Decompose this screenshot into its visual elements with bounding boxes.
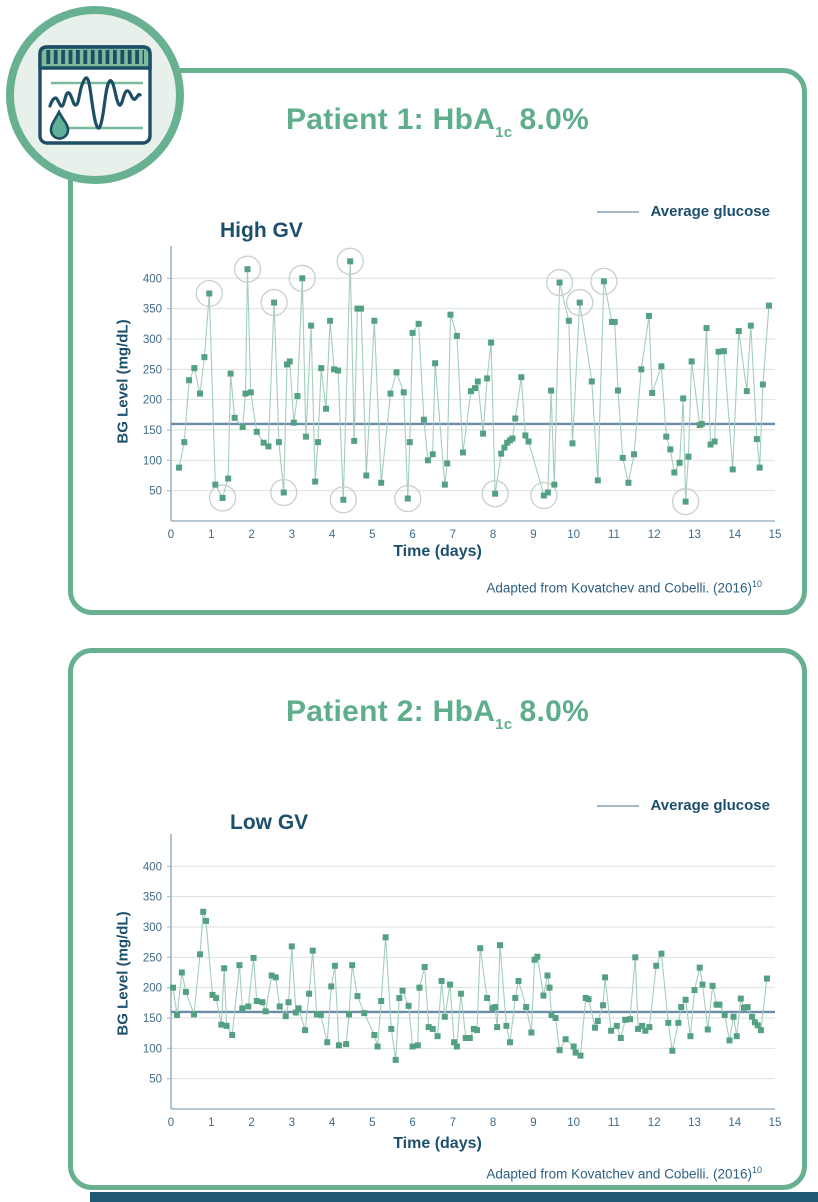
attribution-text: Adapted from Kovatchev and Cobelli. (2016) bbox=[486, 580, 752, 596]
svg-text:7: 7 bbox=[449, 1117, 457, 1129]
attribution-text: Adapted from Kovatchev and Cobelli. (2016) bbox=[486, 1166, 752, 1182]
legend-label: Average glucose bbox=[650, 797, 770, 814]
svg-text:14: 14 bbox=[728, 529, 742, 541]
svg-text:2: 2 bbox=[248, 529, 255, 541]
svg-text:300: 300 bbox=[142, 921, 162, 934]
svg-text:6: 6 bbox=[409, 529, 416, 541]
svg-text:400: 400 bbox=[142, 273, 162, 286]
average-glucose-line-swatch bbox=[597, 211, 639, 213]
svg-text:13: 13 bbox=[688, 1117, 701, 1129]
x-axis-label: Time (days) bbox=[393, 543, 482, 560]
monitor-header-stripes bbox=[46, 50, 144, 64]
svg-text:14: 14 bbox=[728, 1117, 742, 1129]
svg-text:13: 13 bbox=[688, 529, 701, 541]
patient1-title-value: 8.0% bbox=[519, 103, 590, 136]
svg-text:10: 10 bbox=[567, 1117, 581, 1129]
svg-text:8: 8 bbox=[489, 1117, 497, 1129]
attribution-reference-number: 10 bbox=[751, 1165, 762, 1175]
svg-text:5: 5 bbox=[369, 1117, 376, 1129]
average-glucose-line-swatch bbox=[597, 805, 639, 807]
svg-text:4: 4 bbox=[328, 529, 336, 541]
low-gv-chart-title: Low GV bbox=[230, 811, 309, 834]
x-axis-label: Time (days) bbox=[393, 1135, 482, 1152]
svg-text:250: 250 bbox=[142, 952, 162, 965]
svg-text:1: 1 bbox=[208, 1117, 215, 1129]
low-gv-chart bbox=[113, 833, 803, 1131]
svg-text:0: 0 bbox=[167, 1117, 175, 1129]
patient2-card bbox=[68, 648, 807, 1190]
svg-text:15: 15 bbox=[768, 529, 782, 541]
svg-text:400: 400 bbox=[142, 861, 162, 874]
legend-average-glucose bbox=[597, 203, 771, 220]
patient2-title-value: 8.0% bbox=[519, 695, 590, 728]
svg-text:200: 200 bbox=[142, 982, 162, 995]
svg-text:11: 11 bbox=[607, 529, 620, 541]
svg-text:350: 350 bbox=[142, 303, 162, 316]
svg-text:150: 150 bbox=[142, 424, 162, 437]
patient1-title-prefix: Patient 1: HbA bbox=[285, 103, 496, 136]
svg-text:6: 6 bbox=[409, 1117, 416, 1129]
svg-text:5: 5 bbox=[369, 529, 376, 541]
legend-label: Average glucose bbox=[650, 203, 770, 220]
svg-text:50: 50 bbox=[149, 1073, 162, 1086]
svg-text:0: 0 bbox=[167, 529, 175, 541]
svg-text:350: 350 bbox=[142, 891, 162, 904]
patient2-title bbox=[73, 695, 802, 733]
glucose-monitor-icon bbox=[2, 2, 188, 188]
y-axis-label: BG Level (mg/dL) bbox=[114, 911, 132, 1036]
svg-text:11: 11 bbox=[607, 1117, 620, 1129]
svg-text:2: 2 bbox=[248, 1117, 255, 1129]
svg-text:1: 1 bbox=[208, 529, 215, 541]
y-axis-label: BG Level (mg/dL) bbox=[114, 319, 132, 444]
svg-text:9: 9 bbox=[530, 529, 537, 541]
svg-text:100: 100 bbox=[142, 1043, 162, 1056]
svg-text:10: 10 bbox=[567, 529, 581, 541]
high-gv-chart-title: High GV bbox=[220, 219, 303, 242]
patient2-title-subscript: 1c bbox=[495, 716, 513, 733]
svg-text:7: 7 bbox=[449, 529, 457, 541]
svg-text:12: 12 bbox=[647, 529, 661, 541]
svg-text:9: 9 bbox=[530, 1117, 537, 1129]
svg-text:3: 3 bbox=[288, 529, 296, 541]
svg-text:100: 100 bbox=[142, 455, 162, 468]
attribution bbox=[486, 579, 762, 596]
attribution-reference-number: 10 bbox=[751, 579, 762, 589]
high-gv-chart bbox=[113, 245, 803, 543]
attribution bbox=[486, 1165, 762, 1182]
svg-text:150: 150 bbox=[142, 1012, 162, 1025]
svg-text:200: 200 bbox=[142, 394, 162, 407]
patient1-title-subscript: 1c bbox=[495, 124, 513, 141]
legend-average-glucose bbox=[597, 797, 771, 814]
svg-text:4: 4 bbox=[328, 1117, 336, 1129]
svg-text:3: 3 bbox=[288, 1117, 296, 1129]
svg-text:12: 12 bbox=[647, 1117, 661, 1129]
svg-text:15: 15 bbox=[768, 1117, 782, 1129]
svg-text:50: 50 bbox=[149, 485, 162, 498]
svg-text:300: 300 bbox=[142, 333, 162, 346]
patient2-title-prefix: Patient 2: HbA bbox=[285, 695, 496, 728]
svg-text:250: 250 bbox=[142, 364, 162, 377]
bottom-accent-bar bbox=[90, 1192, 818, 1202]
svg-text:8: 8 bbox=[489, 529, 497, 541]
